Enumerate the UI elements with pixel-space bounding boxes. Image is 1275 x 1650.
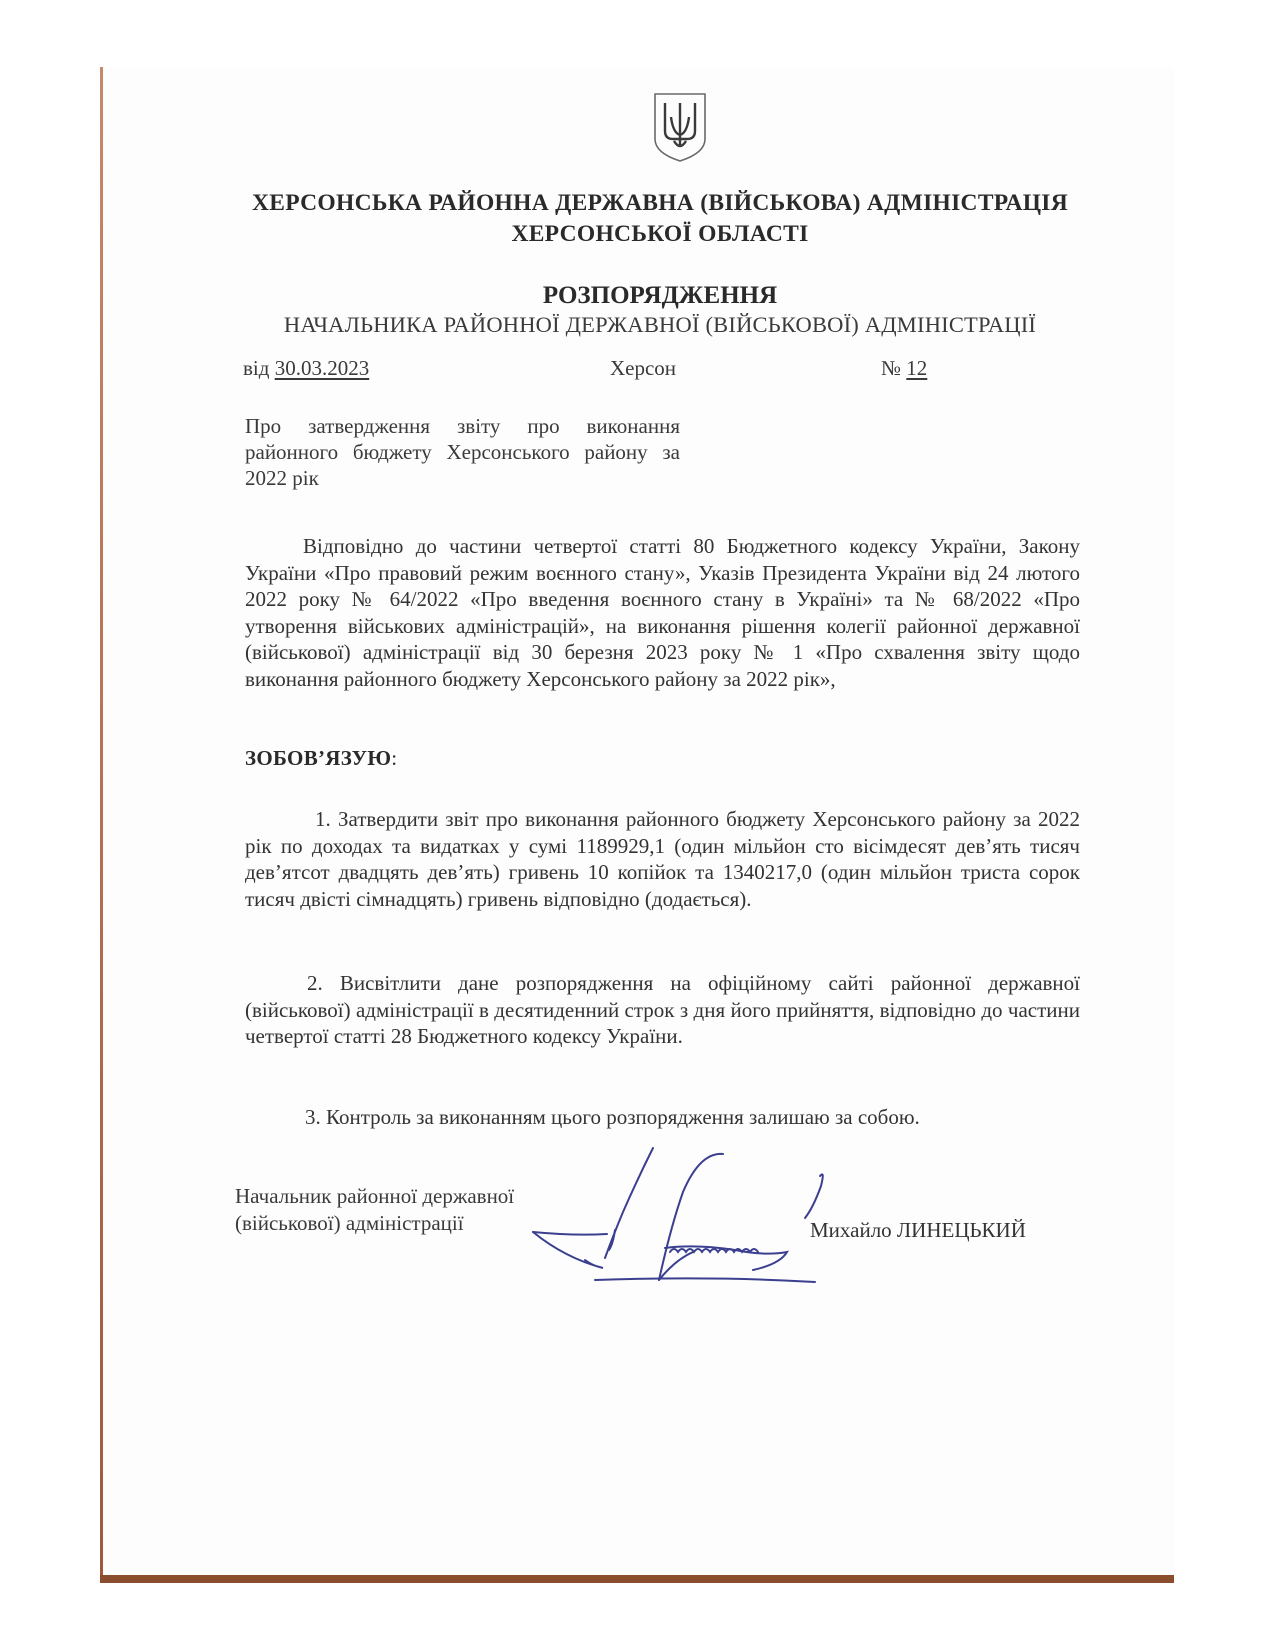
legal-basis-text: Відповідно до частини четвертої статті 80 Бюджетного кодексу України, Закону України «Про правовий режим воєнного стану», Указів Президента України від 24 лютого 2022 року № 64/2022 «Про введення воєнного стану в Україні» та № 68/2022 «Про утворення військових адміністрацій», на виконання рішення колегії районної державної (військової) адміністрації від 30 березня 2023 року № 1 «Про схвалення звіту щодо виконання районного бюджету Херсонського району за 2022 рік»,	[245, 534, 1080, 691]
document-date	[243, 356, 369, 381]
signatory-position	[235, 1183, 514, 1237]
oblige-colon: :	[391, 746, 398, 770]
date-value: 30.03.2023	[274, 356, 370, 380]
position-line2: (військової) адміністрації	[235, 1211, 464, 1235]
admin-title-line1: ХЕРСОНСЬКА РАЙОННА ДЕРЖАВНА (ВІЙСЬКОВА) АДМІНІСТРАЦІЯ	[251, 190, 1069, 216]
oblige-heading	[245, 746, 397, 771]
order-item-1-text: 1. Затвердити звіт про виконання районного бюджету Херсонського району за 2022 рік по доходах та видатках у сумі 1189929,1 (один мільйон сто вісімдесят дев’ять тисяч дев’ятсот двадцять дев’ять) гривень 10 копійок та 1340217,0 (один мільйон триста сорок тисяч двісті сімнадцять) гривень відповідно (додається).	[245, 807, 1080, 911]
legal-basis-paragraph	[245, 533, 1080, 692]
administration-title	[240, 188, 1080, 250]
position-line1: Начальник районної державної	[235, 1184, 515, 1208]
page-edge-bottom	[100, 1575, 1174, 1583]
number-prefix: №	[881, 356, 902, 380]
date-prefix: від	[243, 356, 270, 380]
order-item-2	[245, 970, 1080, 1050]
oblige-word: ЗОБОВ’ЯЗУЮ	[245, 746, 392, 770]
admin-title-line2: ХЕРСОНСЬКОЇ ОБЛАСТІ	[511, 221, 809, 247]
handwritten-signature	[525, 1140, 855, 1290]
coat-of-arms-trident-icon	[651, 91, 709, 163]
signatory-name: Михайло ЛИНЕЦЬКИЙ	[810, 1218, 1026, 1242]
order-item-3: 3. Контроль за виконанням цього розпорядження залишаю за собою.	[305, 1105, 920, 1129]
order-item-1	[245, 806, 1080, 912]
page-edge-left	[100, 67, 103, 1583]
document-subject: Про затвердження звіту про виконання районного бюджету Херсонського району за 2022 рік	[245, 414, 680, 490]
document-subtitle: НАЧАЛЬНИКА РАЙОННОЇ ДЕРЖАВНОЇ (ВІЙСЬКОВОЇ) АДМІНІСТРАЦІЇ	[283, 312, 1037, 337]
document-type: РОЗПОРЯДЖЕННЯ	[542, 282, 778, 309]
document-number	[881, 356, 927, 381]
document-city: Херсон	[610, 356, 677, 380]
number-value: 12	[906, 356, 928, 380]
order-item-2-text: 2. Висвітлити дане розпорядження на офіційному сайті районної державної (військової) адміністрації в десятиденний строк з дня його прийняття, відповідно до частини четвертої статті 28 Бюджетного кодексу України.	[245, 971, 1080, 1048]
